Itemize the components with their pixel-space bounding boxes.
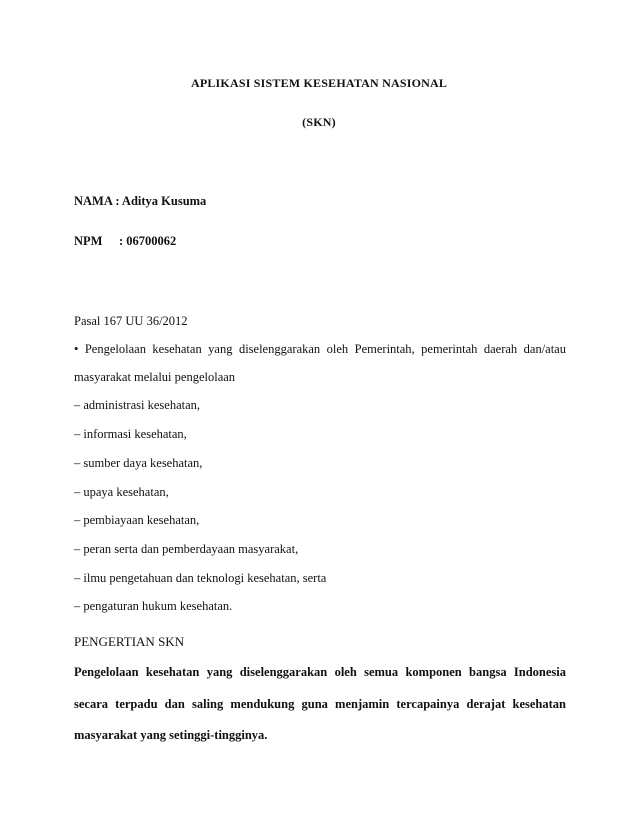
definition-line-2: secara terpadu dan saling mendukung guna menjamin tercapainya derajat kesehatan <box>74 697 566 711</box>
list-item: – pembiayaan kesehatan, <box>74 513 200 527</box>
definition-heading: PENGERTIAN SKN <box>74 634 185 649</box>
list-item: – upaya kesehatan, <box>74 485 169 499</box>
list-item: – administrasi kesehatan, <box>74 398 201 412</box>
legal-bullet-line-2: masyarakat melalui pengelolaan <box>74 370 236 384</box>
list-item: – informasi kesehatan, <box>74 427 187 441</box>
list-item: – ilmu pengetahuan dan teknologi kesehatan, serta <box>74 571 327 585</box>
definition-line-1: Pengelolaan kesehatan yang diselenggarakan oleh semua komponen bangsa Indonesia <box>74 665 566 679</box>
student-name: NAMA : Aditya Kusuma <box>74 194 207 208</box>
student-npm-value: : 06700062 <box>119 234 177 248</box>
legal-bullet-line-1: • Pengelolaan kesehatan yang diselenggarakan oleh Pemerintah, pemerintah daerah dan/atau <box>74 342 566 356</box>
list-item: – sumber daya kesehatan, <box>74 456 203 470</box>
legal-reference: Pasal 167 UU 36/2012 <box>74 314 188 328</box>
list-item: – peran serta dan pemberdayaan masyarakat, <box>74 542 299 556</box>
student-npm-label: NPM <box>74 234 103 248</box>
list-item: – pengaturan hukum kesehatan. <box>74 599 233 613</box>
definition-line-3: masyarakat yang setinggi-tingginya. <box>74 728 268 742</box>
document-subtitle: (SKN) <box>302 115 336 129</box>
document-title: APLIKASI SISTEM KESEHATAN NASIONAL <box>190 76 448 90</box>
